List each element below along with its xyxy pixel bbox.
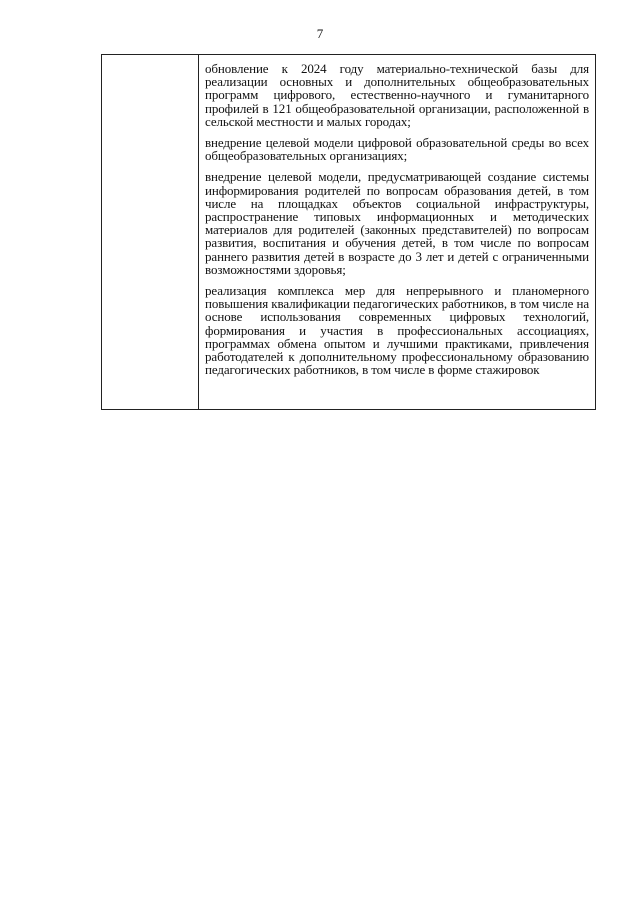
list-item: реализация комплекса мер для непрерывного и планомерного повышения квалификации педагогических работников, в том числе на основе использования современных цифровых технологий, формирования и участия в профессиональных ассоциациях, программах обмена опытом и лучшими практиками, привлечения работодателей к дополнительному профессиональному образованию педагогических работников, в том числе в форме стажировок [205,283,589,378]
list-item: обновление к 2024 году материально-технической базы для реализации основных и дополнительных общеобразовательных программ цифрового, естественно-научного и гуманитарного профилей в 121 общеобразовательной организации, расположенной в сельской местности и малых городах; [205,61,589,129]
page-number: 7 [316,26,324,41]
document-table [101,54,596,410]
table-left-cell [102,55,199,409]
list-item: внедрение целевой модели цифровой образовательной среды во всех общеобразовательных организациях; [205,135,589,164]
list-item: внедрение целевой модели, предусматривающей создание системы информирования родителей по вопросам образования детей, в том числе на площадках объектов социальной инфраструктуры, распространение типовых информационных и методических материалов для родителей (законных представителей) по вопросам развития, воспитания и обучения детей, в том числе по вопросам раннего развития детей в возрасте до 3 лет и детей с ограниченными возможностями здоровья; [205,169,589,277]
table-right-cell [199,55,595,409]
